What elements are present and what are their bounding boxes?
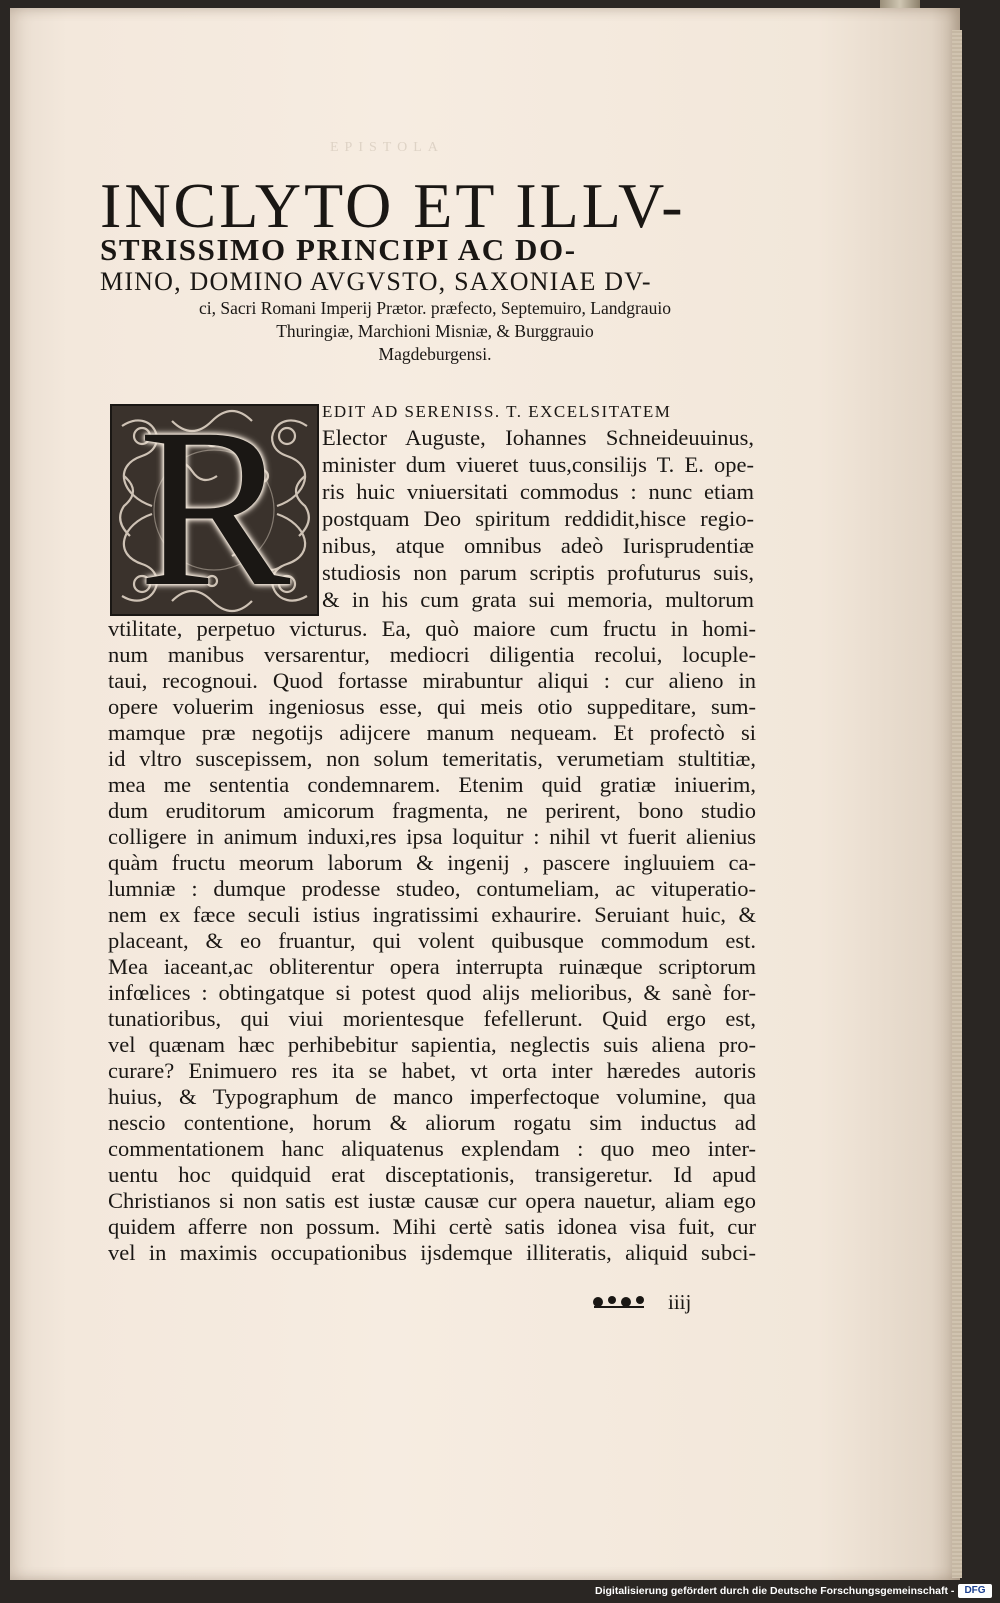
page-edge [952,30,962,1578]
body-line: quàm fructu meorum laborum & ingenij , pascere ingluuiem ca- [108,850,756,875]
body-line: huius, & Typographum de manco imperfectoque volumine, qua [108,1084,756,1109]
subtitle-line-1: ci, Sacri Romani Imperij Prætor. præfecto, Septemuiro, Landgrauio [199,298,671,318]
heading-line-3: MINO, DOMINO AVGVSTO, SAXONIAE DV- [100,267,652,296]
body-line: placeant, & eo fruantur, qui volent quibusque commodum est. [108,928,756,953]
body-line: nem ex fæce seculi istius ingratissimi exhaurire. Seruiant huic, & [108,902,756,927]
body-line: taui, recognoui. Quod fortasse mirabuntur aliqui : cur alieno in [108,668,756,693]
body-line: Christianos si non satis est iustæ causæ cur opera nauetur, aliam ego [108,1188,756,1213]
body-line: vel in maximis occupationibus ijsdemque illiteratis, aliquid subci- [108,1240,756,1265]
body-line: id vltro suscepissem, non solum temeritatis, verumetiam stultitiæ, [108,746,756,771]
body-line: postquam Deo spiritum reddidit,hisce regio- [322,506,754,531]
body-line: Elector Auguste, Iohannes Schneideuuinus, [322,425,754,450]
body-line: minister dum viueret tuus,consilijs T. E. ope- [322,452,754,477]
body-line: lumniæ : dumque prodesse studeo, contumeliam, ac vituperatio- [108,876,756,901]
dfg-logo: DFG [958,1584,992,1598]
printer-ornament-icon [590,1290,650,1314]
body-line: uentu hoc quidquid erat disceptationis, transigeretur. Id apud [108,1162,756,1187]
body-line: mamque præ negotijs adijcere manum nequeam. Et profectò si [108,720,756,745]
subtitle-line-3: Magdeburgensi. [378,344,492,364]
body-line: studiosis non parum scriptis profuturus suis, [322,560,754,585]
body-line: colligere in animum induxi,res ipsa loquitur : nihil vt fuerit alienius [108,824,756,849]
body-line: vel quænam hæc perhibebitur sapientia, neglectis suis aliena pro- [108,1032,756,1057]
body-line: Mea iaceant,ac obliterentur opera interrupta ruinæque scriptorum [108,954,756,979]
body-line: curare? Enimuero res ita se habet, vt orta inter hæredes autoris [108,1058,756,1083]
body-line: dum eruditorum amicorum fragmenta, ne perirent, bono studio [108,798,756,823]
body-line: nescio contentione, horum & aliorum rogatu sim inductus ad [108,1110,756,1135]
body-line: nibus, atque omnibus adeò Iurisprudentiæ [322,533,754,558]
body-line: num manibus versarentur, mediocri diligentia recolui, locuple- [108,642,756,667]
body-line: quidem afferre non possum. Mihi certè satis idonea visa fuit, cur [108,1214,756,1239]
heading-line-1: INCLYTO ET ILLV- [100,170,686,241]
body-line: vtilitate, perpetuo victurus. Ea, quò maiore cum fructu in homi- [108,616,756,641]
subtitle-line-2: Thuringiæ, Marchioni Misniæ, & Burggrauio [276,321,594,341]
body-line: tunatioribus, qui viui morientesque fefellerunt. Quid ergo est, [108,1006,756,1031]
heading-line-2: STRISSIMO PRINCIPI AC DO- [100,232,577,267]
body-line: infœlices : obtingatque si potest quod alijs melioribus, & sanè for- [108,980,756,1005]
opening-line: EDIT AD SERENISS. T. EXCELSITATEM [322,402,672,421]
body-line: mea me sententia condemnarem. Etenim quid gratiæ iniuerim, [108,772,756,797]
body-line: ris huic vniuersitati commodus : nunc etiam [322,479,754,504]
signature-mark: iiij [668,1290,692,1314]
bleed-through-text: EPISTOLA [330,140,444,155]
body-line: & in his cum grata sui memoria, multorum [322,587,754,612]
decorated-initial [110,404,319,616]
body-line: commentationem hanc aliquatenus explendam : quo meo inter- [108,1136,756,1161]
initial-letter: R [138,404,291,616]
digitization-credit: Digitalisierung gefördert durch die Deutsche Forschungsgemeinschaft - [595,1585,955,1597]
body-line: opere voluerim ingeniosus esse, qui meis otio suppeditare, sum- [108,694,756,719]
